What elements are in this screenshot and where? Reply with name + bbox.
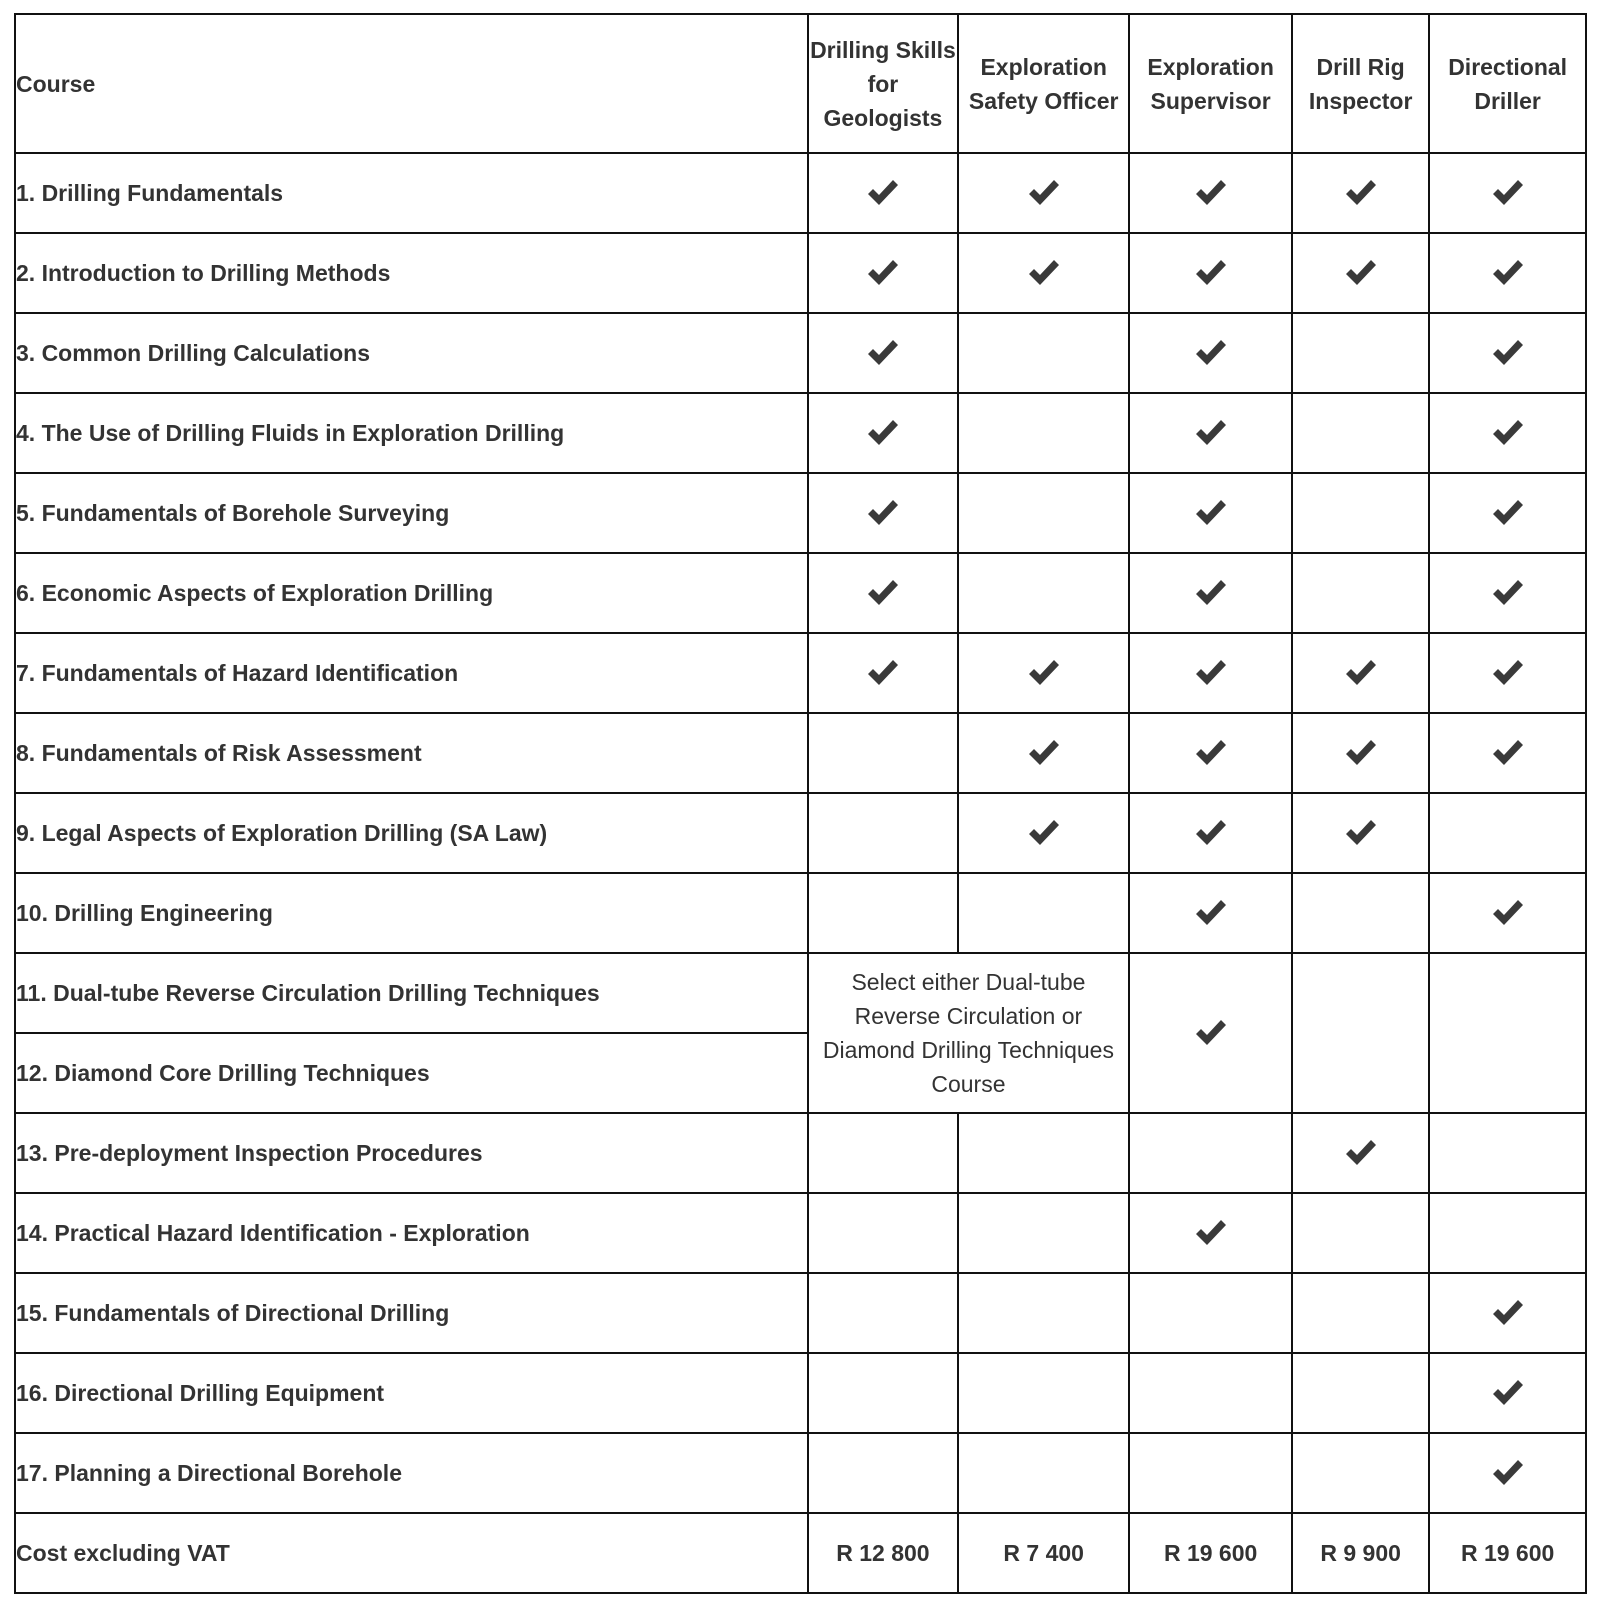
course-matrix-container	[14, 13, 1587, 1594]
check-icon	[1027, 818, 1061, 848]
table-row	[15, 1273, 1586, 1353]
check-cell	[1292, 873, 1429, 953]
check-icon	[1344, 258, 1378, 288]
check-cell	[808, 1113, 959, 1193]
check-icon	[1491, 178, 1525, 208]
check-icon	[866, 178, 900, 208]
check-icon	[1194, 818, 1228, 848]
course-name: 3. Common Drilling Calculations	[15, 313, 808, 393]
check-cell	[1292, 233, 1429, 313]
check-icon	[1194, 498, 1228, 528]
check-cell	[1292, 1433, 1429, 1513]
check-icon	[1491, 1378, 1525, 1408]
check-cell	[958, 633, 1129, 713]
check-cell	[808, 233, 959, 313]
check-cell	[808, 713, 959, 793]
cost-label: Cost excluding VAT	[15, 1513, 808, 1593]
check-icon	[1194, 418, 1228, 448]
check-icon	[1344, 178, 1378, 208]
check-cell	[1129, 1273, 1292, 1353]
table-row	[15, 873, 1586, 953]
check-icon	[1491, 258, 1525, 288]
check-icon	[1491, 898, 1525, 928]
course-name: 15. Fundamentals of Directional Drilling	[15, 1273, 808, 1353]
check-cell	[1429, 713, 1586, 793]
course-name: 13. Pre-deployment Inspection Procedures	[15, 1113, 808, 1193]
course-name: 8. Fundamentals of Risk Assessment	[15, 713, 808, 793]
course-name: 1. Drilling Fundamentals	[15, 153, 808, 233]
check-cell	[808, 393, 959, 473]
course-name: 2. Introduction to Drilling Methods	[15, 233, 808, 313]
check-cell	[1429, 873, 1586, 953]
check-cell	[1129, 313, 1292, 393]
check-cell	[1129, 233, 1292, 313]
check-cell	[808, 153, 959, 233]
check-icon	[1491, 1298, 1525, 1328]
check-icon	[1027, 178, 1061, 208]
check-icon	[1491, 1458, 1525, 1488]
check-cell	[958, 1273, 1129, 1353]
table-row	[15, 553, 1586, 633]
table-row	[15, 793, 1586, 873]
check-icon	[1344, 1138, 1378, 1168]
course-name: 6. Economic Aspects of Exploration Drilling	[15, 553, 808, 633]
check-icon	[1027, 258, 1061, 288]
check-icon	[866, 658, 900, 688]
check-icon	[1194, 578, 1228, 608]
column-header-rig-inspector: Drill Rig Inspector	[1292, 14, 1429, 153]
check-cell	[958, 153, 1129, 233]
check-icon	[866, 578, 900, 608]
check-cell	[958, 873, 1129, 953]
check-cell	[1129, 473, 1292, 553]
course-name: 14. Practical Hazard Identification - Exploration	[15, 1193, 808, 1273]
check-icon	[1344, 658, 1378, 688]
check-cell	[1129, 1353, 1292, 1433]
check-cell	[958, 1353, 1129, 1433]
cost-value: R 19 600	[1429, 1513, 1586, 1593]
course-name: 12. Diamond Core Drilling Techniques	[15, 1033, 808, 1113]
check-cell	[1129, 1113, 1292, 1193]
column-header-course: Course	[15, 14, 808, 153]
table-row	[15, 393, 1586, 473]
check-cell	[1129, 633, 1292, 713]
check-icon	[1027, 658, 1061, 688]
check-cell	[958, 1113, 1129, 1193]
table-row	[15, 473, 1586, 553]
check-cell	[958, 233, 1129, 313]
course-name: 16. Directional Drilling Equipment	[15, 1353, 808, 1433]
course-name: 7. Fundamentals of Hazard Identification	[15, 633, 808, 713]
check-icon	[1194, 338, 1228, 368]
check-cell	[1429, 233, 1586, 313]
check-cell	[958, 793, 1129, 873]
merged-selection-note: Select either Dual-tube Reverse Circulation or Diamond Drilling Techniques Course	[808, 953, 1130, 1113]
check-cell	[1129, 1193, 1292, 1273]
cost-value: R 7 400	[958, 1513, 1129, 1593]
table-row	[15, 633, 1586, 713]
check-icon	[1491, 578, 1525, 608]
check-icon	[1194, 658, 1228, 688]
check-cell	[1429, 1113, 1586, 1193]
check-cell	[1129, 153, 1292, 233]
check-cell	[808, 1353, 959, 1433]
check-cell	[1429, 553, 1586, 633]
course-matrix-table	[14, 13, 1587, 1594]
check-cell	[1129, 713, 1292, 793]
check-cell	[1129, 1433, 1292, 1513]
cost-value: R 9 900	[1292, 1513, 1429, 1593]
check-cell	[1292, 393, 1429, 473]
matrix-body	[15, 153, 1586, 1593]
check-icon	[1491, 658, 1525, 688]
check-cell	[808, 1433, 959, 1513]
check-cell	[1292, 1113, 1429, 1193]
check-cell	[1129, 873, 1292, 953]
check-icon	[1194, 258, 1228, 288]
course-name: 11. Dual-tube Reverse Circulation Drilling Techniques	[15, 953, 808, 1033]
check-icon	[866, 498, 900, 528]
check-cell	[1429, 153, 1586, 233]
check-icon	[1194, 1218, 1228, 1248]
table-row	[15, 1193, 1586, 1273]
check-icon	[1491, 738, 1525, 768]
check-icon	[1344, 818, 1378, 848]
check-icon	[866, 418, 900, 448]
check-cell	[1292, 153, 1429, 233]
check-cell	[1292, 633, 1429, 713]
check-icon	[1027, 738, 1061, 768]
course-name: 5. Fundamentals of Borehole Surveying	[15, 473, 808, 553]
table-row	[15, 953, 1586, 1033]
check-cell	[1429, 793, 1586, 873]
course-name: 9. Legal Aspects of Exploration Drilling (SA Law)	[15, 793, 808, 873]
check-cell	[808, 553, 959, 633]
check-cell	[808, 633, 959, 713]
check-icon	[1491, 418, 1525, 448]
check-cell	[1129, 953, 1292, 1113]
check-cell	[958, 1193, 1129, 1273]
column-header-supervisor: Exploration Supervisor	[1129, 14, 1292, 153]
check-icon	[866, 338, 900, 368]
check-cell	[1429, 393, 1586, 473]
cost-row	[15, 1513, 1586, 1593]
table-row	[15, 1113, 1586, 1193]
check-cell	[1292, 1193, 1429, 1273]
check-cell	[958, 713, 1129, 793]
check-cell	[1292, 313, 1429, 393]
check-cell	[958, 473, 1129, 553]
table-row	[15, 713, 1586, 793]
check-cell	[1129, 393, 1292, 473]
cost-value: R 12 800	[808, 1513, 959, 1593]
column-header-directional-driller: Directional Driller	[1429, 14, 1586, 153]
course-name: 17. Planning a Directional Borehole	[15, 1433, 808, 1513]
check-cell	[808, 313, 959, 393]
check-cell	[1129, 553, 1292, 633]
check-cell	[1429, 1433, 1586, 1513]
check-cell	[1429, 1353, 1586, 1433]
check-cell	[808, 793, 959, 873]
header-row	[15, 14, 1586, 153]
check-icon	[1194, 738, 1228, 768]
check-cell	[1292, 553, 1429, 633]
table-row	[15, 233, 1586, 313]
check-icon	[1491, 338, 1525, 368]
check-cell	[808, 473, 959, 553]
check-icon	[1344, 738, 1378, 768]
check-icon	[1194, 898, 1228, 928]
check-icon	[866, 258, 900, 288]
check-icon	[1491, 498, 1525, 528]
check-cell	[958, 553, 1129, 633]
check-cell	[1292, 1353, 1429, 1433]
check-cell	[1292, 473, 1429, 553]
check-cell	[808, 873, 959, 953]
cost-value: R 19 600	[1129, 1513, 1292, 1593]
check-cell	[1129, 793, 1292, 873]
check-cell	[1429, 953, 1586, 1113]
check-cell	[1429, 1273, 1586, 1353]
check-cell	[1292, 793, 1429, 873]
check-icon	[1194, 178, 1228, 208]
check-cell	[1429, 313, 1586, 393]
check-cell	[1292, 1273, 1429, 1353]
check-cell	[1292, 953, 1429, 1113]
check-cell	[1292, 713, 1429, 793]
check-cell	[1429, 1193, 1586, 1273]
table-row	[15, 313, 1586, 393]
check-icon	[1194, 1018, 1228, 1048]
table-row	[15, 1433, 1586, 1513]
column-header-safety-officer: Exploration Safety Officer	[958, 14, 1129, 153]
check-cell	[958, 1433, 1129, 1513]
check-cell	[808, 1193, 959, 1273]
check-cell	[808, 1273, 959, 1353]
course-name: 10. Drilling Engineering	[15, 873, 808, 953]
check-cell	[958, 313, 1129, 393]
table-row	[15, 153, 1586, 233]
check-cell	[1429, 473, 1586, 553]
check-cell	[1429, 633, 1586, 713]
table-row	[15, 1353, 1586, 1433]
column-header-drilling-skills: Drilling Skills for Geologists	[808, 14, 959, 153]
check-cell	[958, 393, 1129, 473]
course-name: 4. The Use of Drilling Fluids in Exploration Drilling	[15, 393, 808, 473]
